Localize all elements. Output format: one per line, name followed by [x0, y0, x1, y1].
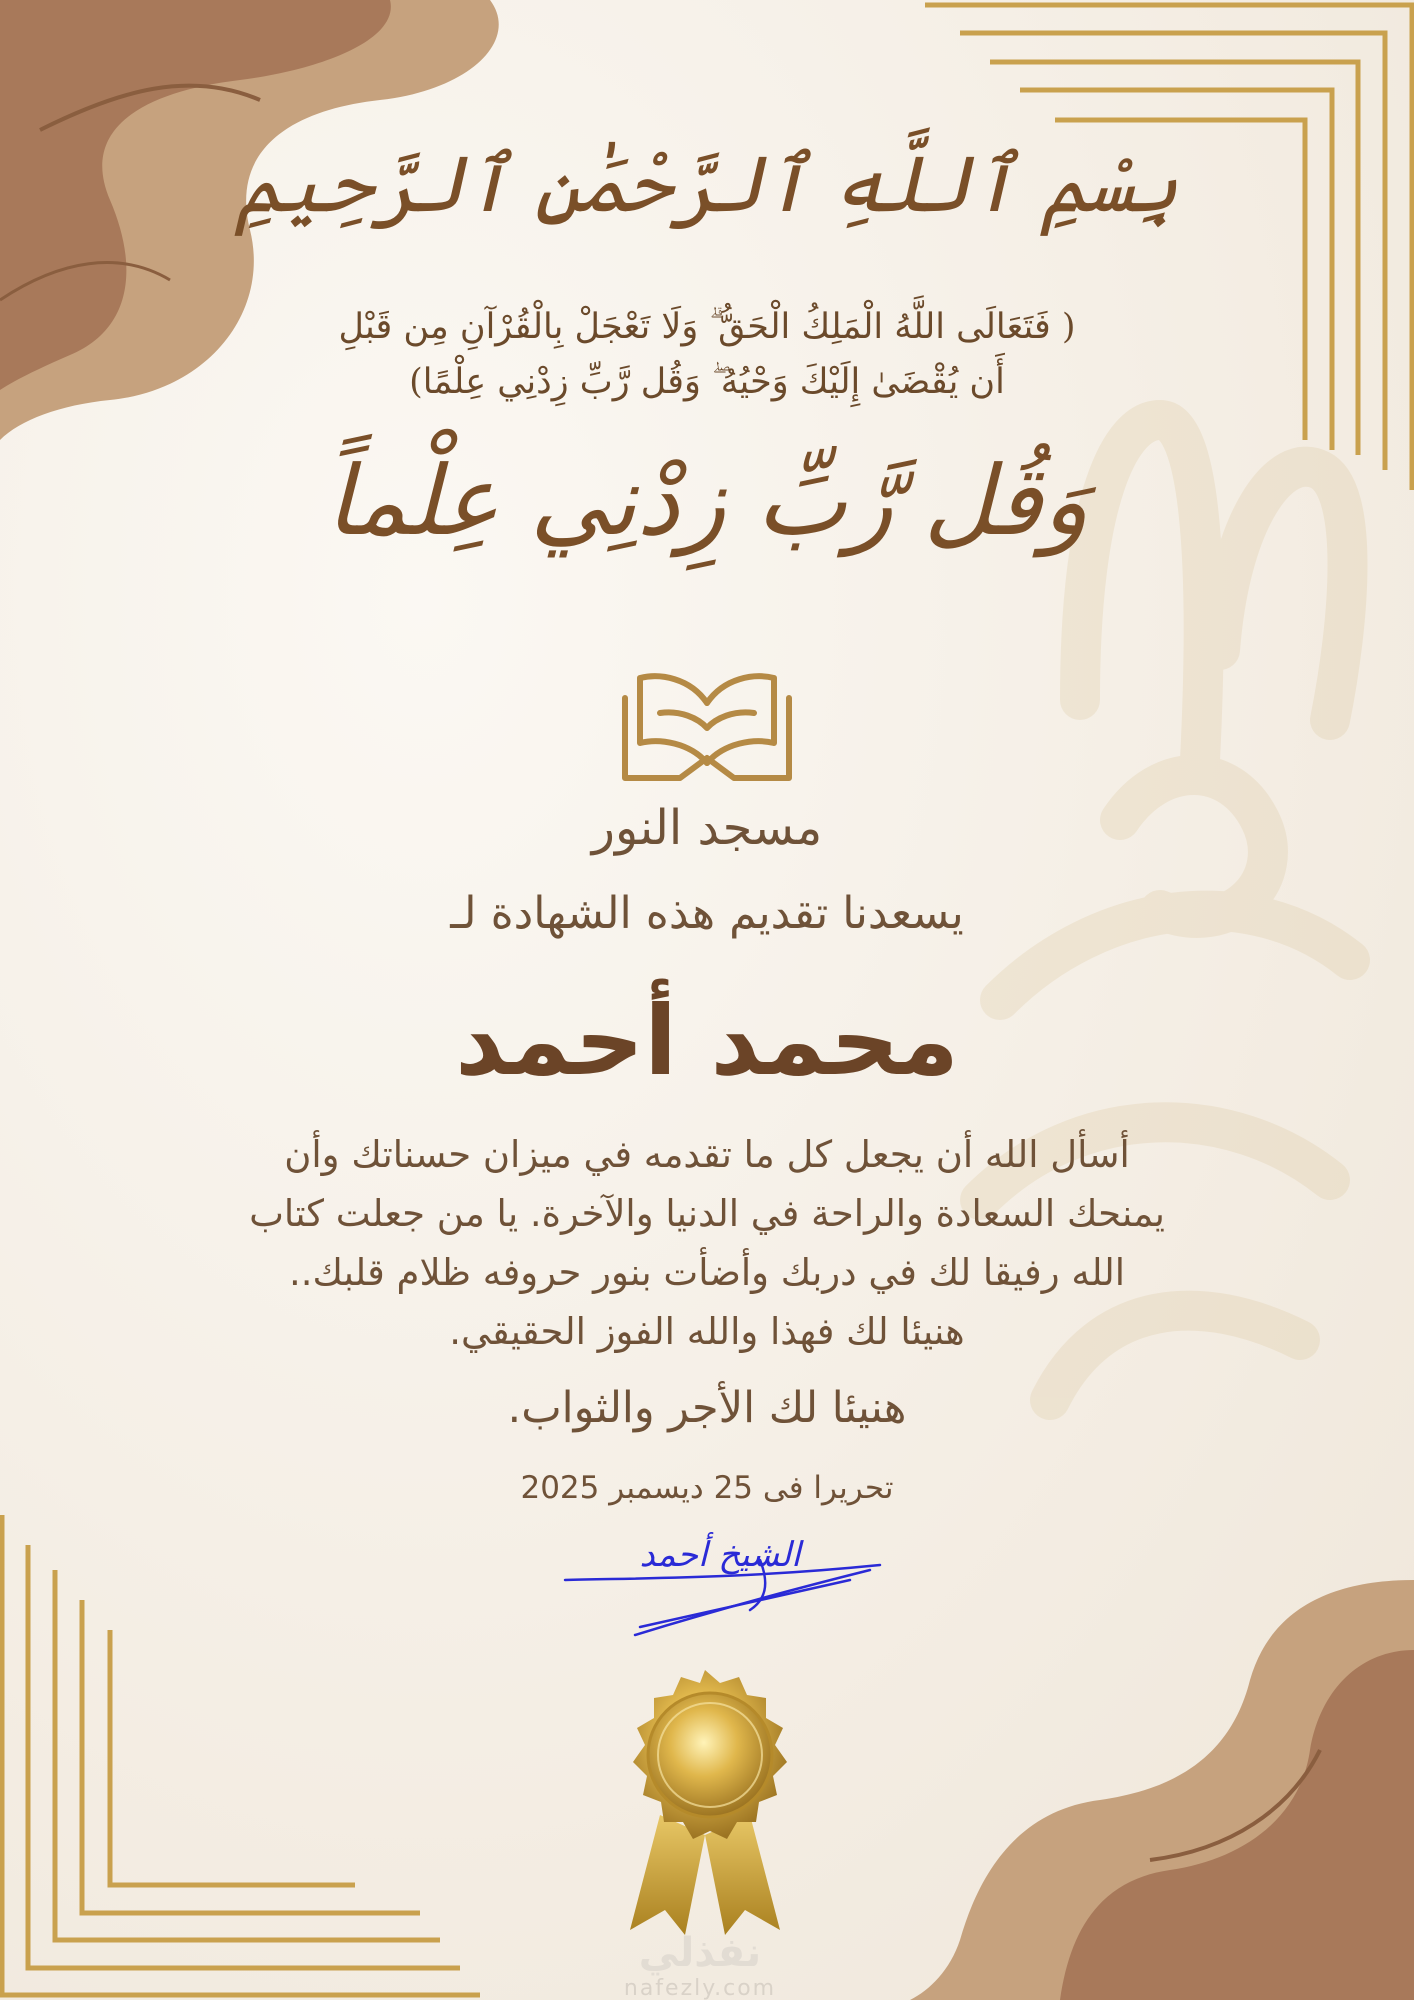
open-book-icon: [620, 648, 795, 783]
watermark-url: nafezly.com: [623, 1976, 777, 2000]
body-line: أسأل الله أن يجعل كل ما تقدمه في ميزان حسناتك وأن: [284, 1133, 1130, 1176]
body-line: يمنحك السعادة والراحة في الدنيا والآخرة. يا من جعلت كتاب: [249, 1192, 1165, 1235]
verse-line-2: أَن يُقْضَىٰ إِلَيْكَ وَحْيُهُ ۖ وَقُل رَّبِّ زِدْنِي عِلْمًا): [409, 362, 1005, 402]
bismillah-calligraphy: بِسْمِ ٱللَّهِ ٱلرَّحْمَٰنِ ٱلرَّحِيمِ: [235, 140, 1179, 230]
recipient-name: محمد أحمد: [455, 985, 959, 1097]
quran-verse: [0, 300, 1414, 410]
certificate-body: [200, 1125, 1214, 1361]
verse-calligraphy: وَقُل رَّبِّ زِدْنِي عِلْماً: [325, 445, 1089, 557]
body-line: هنيئا لك فهذا والله الفوز الحقيقي.: [449, 1310, 965, 1353]
date-line: تحريرا فى 25 ديسمبر 2025: [520, 1470, 894, 1506]
gold-medal-seal-icon: [590, 1665, 820, 1935]
watermark: [600, 1930, 800, 2000]
signature-scribble: [560, 1545, 890, 1645]
verse-line-1: ( فَتَعَالَى اللَّهُ الْمَلِكُ الْحَقُّ ۗ وَلَا تَعْجَلْ بِالْقُرْآنِ مِن قَبْلِ: [338, 307, 1076, 347]
organization-name: مسجد النور: [591, 800, 823, 856]
watermark-brand: نفذلي: [638, 1930, 762, 1976]
signature-name: الشيخ أحمد: [639, 1535, 801, 1575]
congratulations-text: هنيئا لك الأجر والثواب.: [507, 1383, 907, 1433]
intro-text: يسعدنا تقديم هذه الشهادة لـ: [450, 888, 964, 939]
body-line: الله رفيقا لك في دربك وأضأت بنور حروفه ظلام قلبك..: [288, 1251, 1126, 1294]
